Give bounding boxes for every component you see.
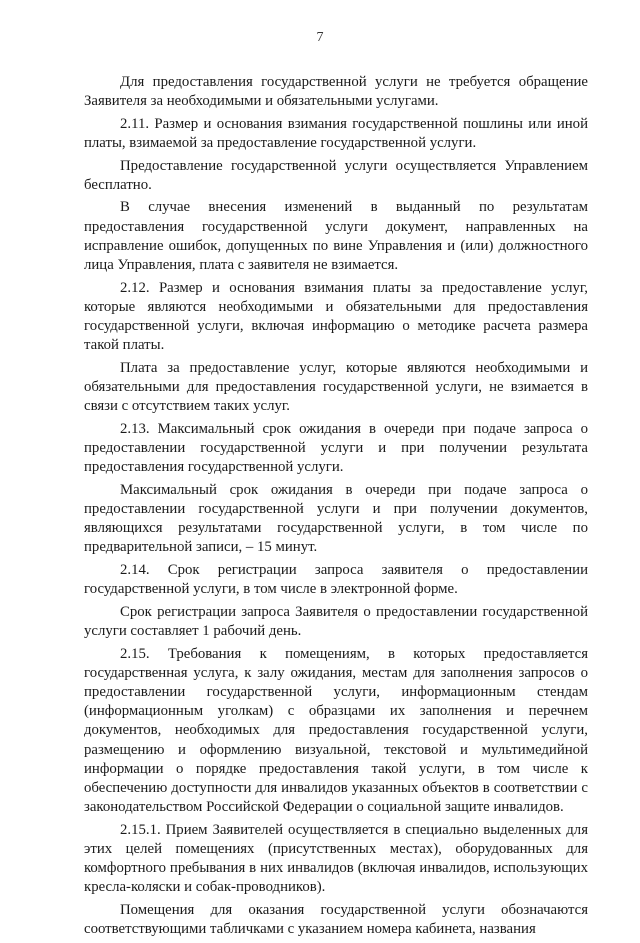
paragraph-no-mandatory-services: Для предоставления государственной услуги не требуется обращение Заявителя за необходимыми и обязательными услугами.	[84, 74, 588, 110]
section-heading-2-14: 2.14. Срок регистрации запроса заявителя о предоставлении государственной услуги, в том числе в электронной форме.	[84, 562, 588, 598]
paragraph-room-signs: Помещения для оказания государственной услуги обозначаются соответствующими табличками с указанием номера кабинета, названия	[84, 902, 588, 938]
section-2-15-1: 2.15.1. Прием Заявителей осуществляется в специально выделенных для этих целей помещениях (присутственных местах), оборудованных для комфортного пребывания в них инвалидов (включая инвалидов, использующих кресла-коляски и собак-проводников).	[84, 821, 588, 896]
page-number: 7	[316, 30, 324, 45]
paragraph-registration-term: Срок регистрации запроса Заявителя о предоставлении государственной услуги составляет 1 рабочий день.	[84, 603, 588, 639]
paragraph-free-of-charge: Предоставление государственной услуги осуществляется Управлением бесплатно.	[84, 157, 588, 193]
section-heading-2-13: 2.13. Максимальный срок ожидания в очереди при подаче запроса о предоставлении государственной услуги и при получении результата предоставления государственной услуги.	[84, 420, 588, 476]
section-heading-2-12: 2.12. Размер и основания взимания платы за предоставление услуг, которые являются необходимыми и обязательными для предоставления государственной услуги, включая информацию о методике расчета размера такой платы.	[84, 279, 588, 354]
paragraph-error-correction: В случае внесения изменений в выданный по результатам предоставления государственной услуги документ, направленных на исправление ошибок, допущенных по вине Управления и (или) должностного лица Управления, плата с заявителя не взимается.	[84, 199, 588, 273]
section-heading-2-15: 2.15. Требования к помещениям, в которых предоставляется государственная услуга, к залу ожидания, местам для заполнения запросов о предоставлении государственной услуги, информационным стендам (информационным уголкам) с образцами их заполнения и перечнем документов, необходимых для предоставления государственной услуги, размещению и оформлению визуальной, текстовой и мультимедийной информации о порядке предоставления такой услуги, в том числе к обеспечению доступности для инвалидов указанных объектов в соответствии с законодательством Российской Федерации о социальной защите инвалидов.	[84, 645, 588, 816]
paragraph-no-fee: Плата за предоставление услуг, которые являются необходимыми и обязательными для предоставления государственной услуги, не взимается в связи с отсутствием таких услуг.	[84, 359, 588, 415]
paragraph-max-wait-time: Максимальный срок ожидания в очереди при подаче запроса о предоставлении государственной услуги и при получении документов, являющихся результатами государственной услуги, в том числе по предварительной записи, – 15 минут.	[84, 481, 588, 556]
section-heading-2-11: 2.11. Размер и основания взимания государственной пошлины или иной платы, взимаемой за предоставление государственной услуги.	[84, 115, 588, 151]
document-body	[84, 73, 588, 943]
